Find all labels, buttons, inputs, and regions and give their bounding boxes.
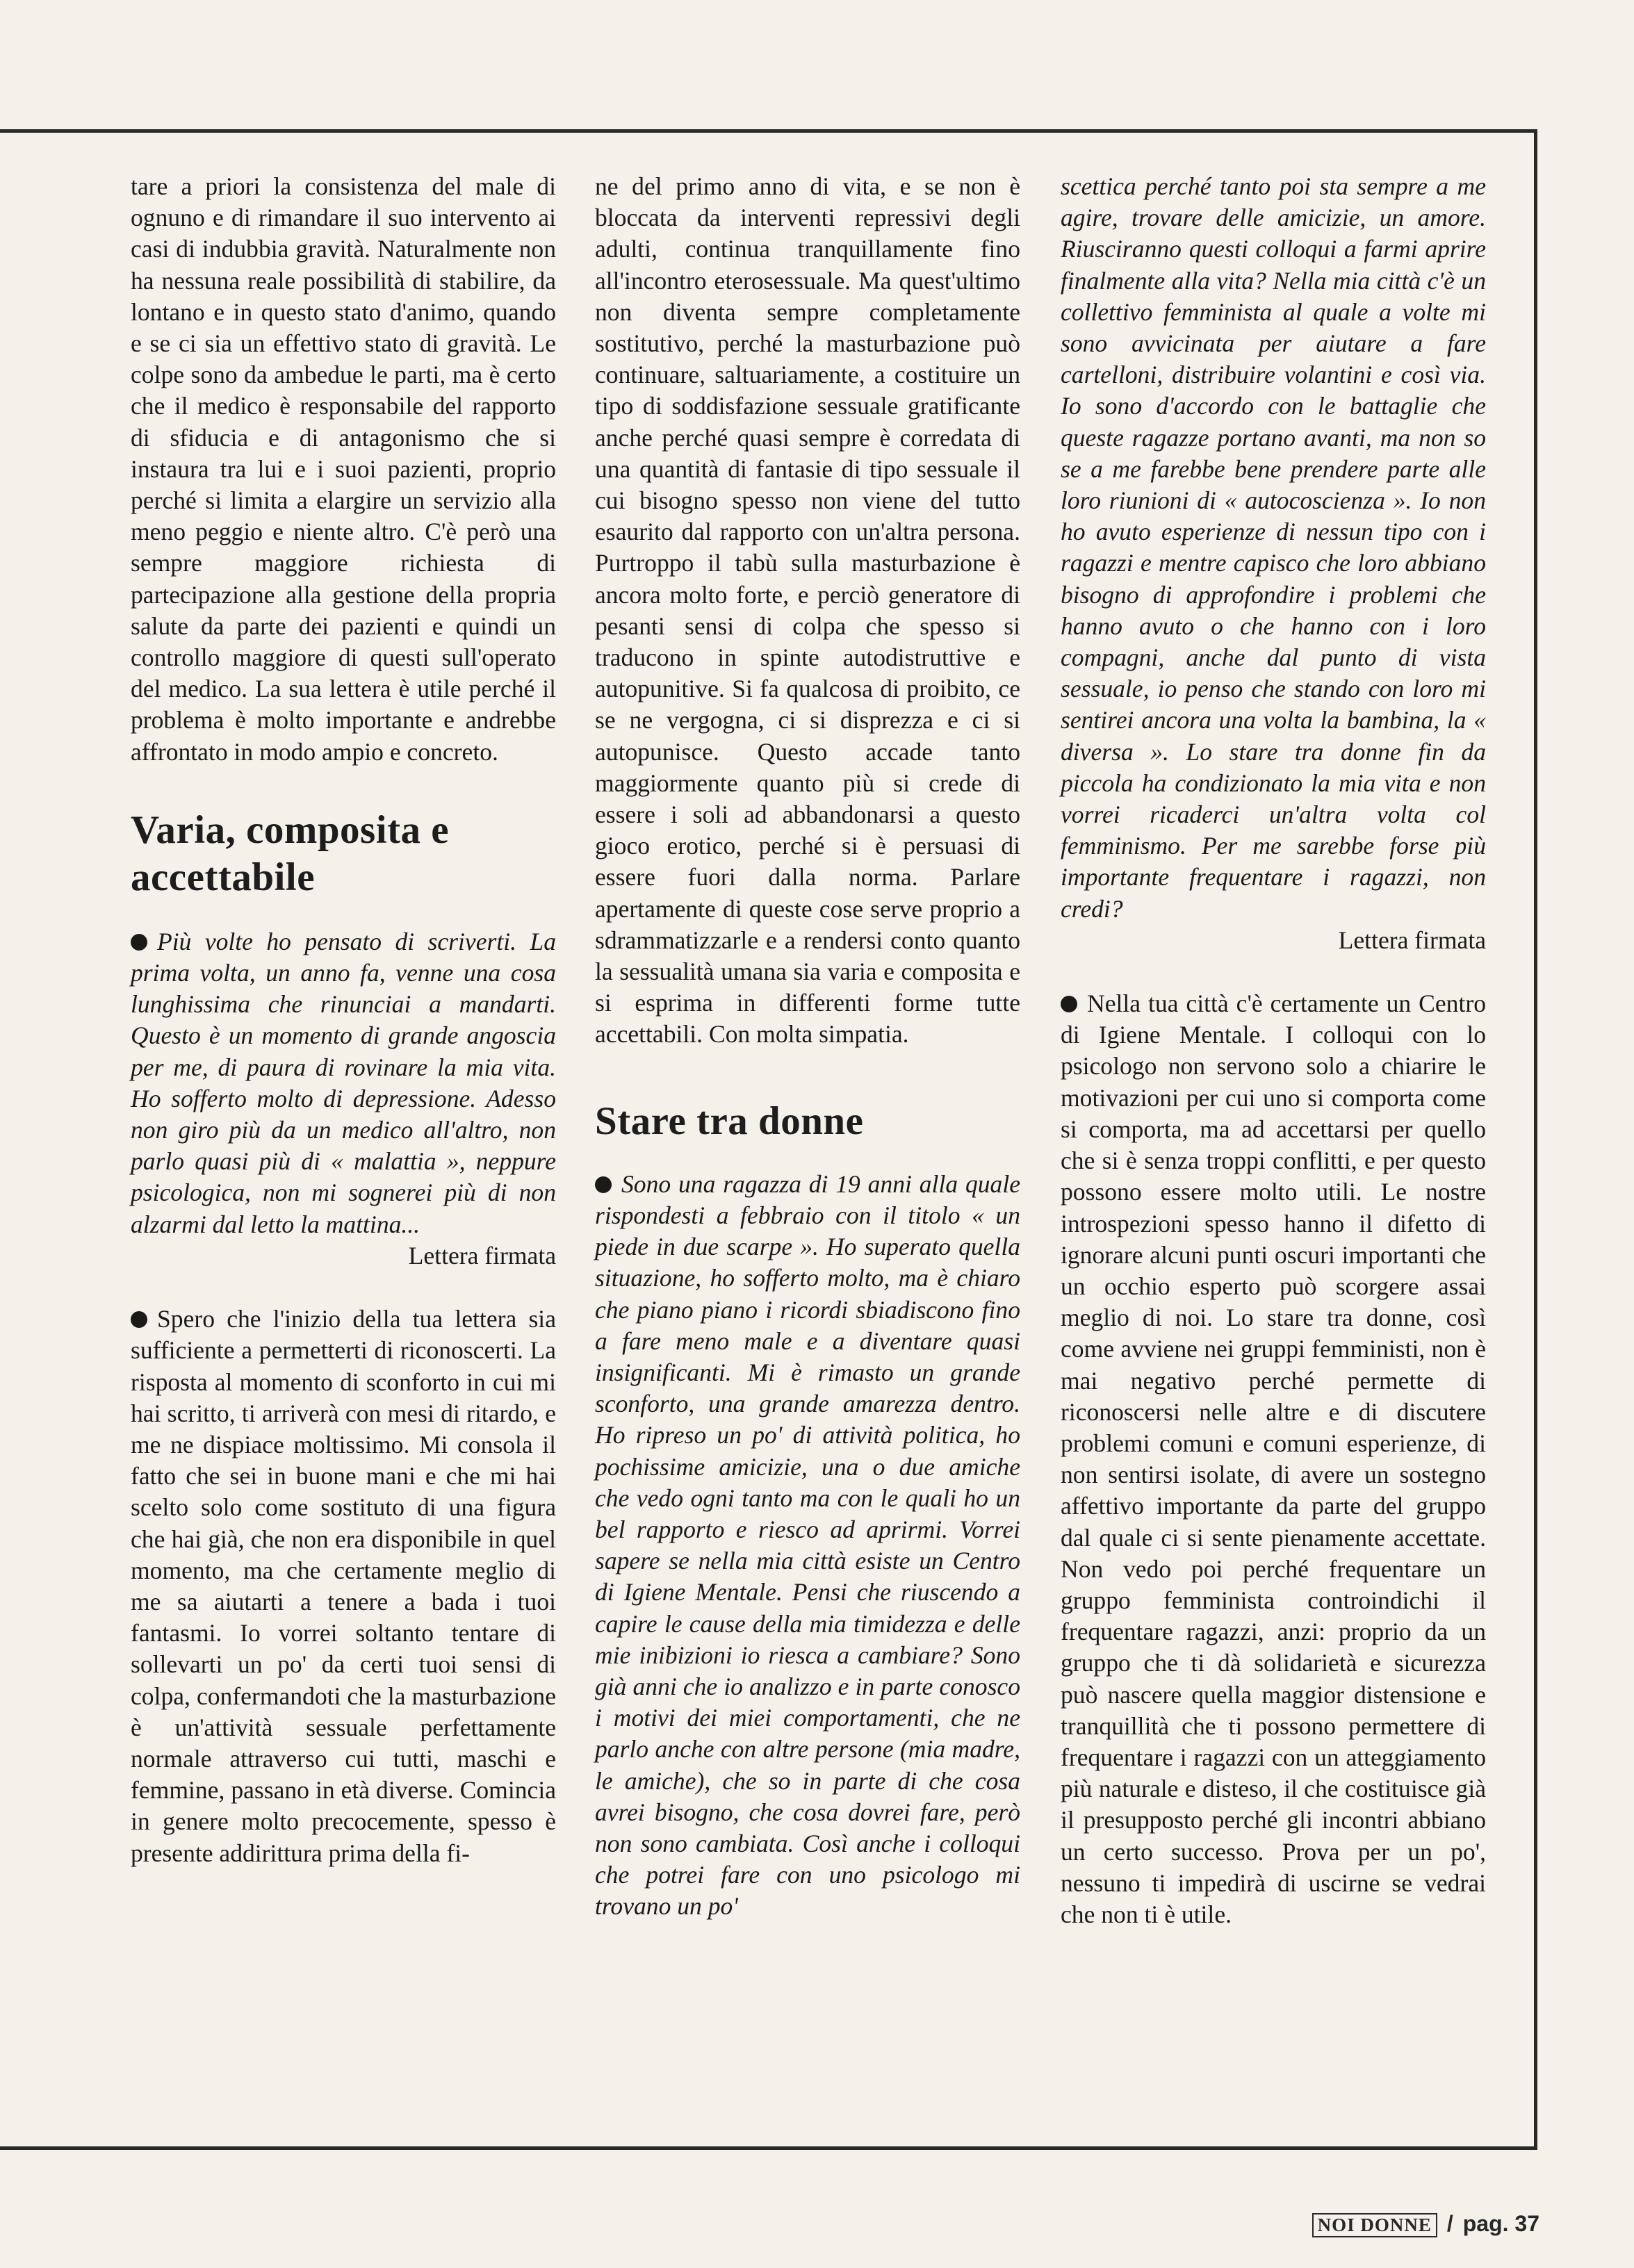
bullet-icon xyxy=(131,934,147,951)
magazine-logo: NOI DONNE xyxy=(1312,2213,1437,2237)
reader-letter: Più volte ho pensato di scriverti. La prima volta, un anno fa, venne una cosa lunghissima che rinunciai a mandarti. Questo è un momento di grande angoscia per me, di paura di rovinare la mia vita. Ho sofferto molto di depressione. Adesso non giro più da un medico all'altro, non parlo quasi più di « malattia », neppure psicologica, non mi sognerei più di non alzarmi dal letto la mattina... xyxy=(131,927,556,1238)
article-paragraph: tare a priori la consistenza del male di ognuno e di rimandare il suo intervento ai casi di indubbia gravità. Naturalmente non ha nessuna reale possibilità di stabilire, da lontano e in questo stato d'animo, quando e se ci sia un effettivo stato di gravità. Le colpe sono da ambedue le parti, ma è certo che il medico è responsabile del rapporto di sfiducia e di antagonismo che si instaura tra lui e i suoi pazienti, proprio perché si limita a elargire un servizio alla meno peggio e niente altro. C'è però una sempre maggiore richiesta di partecipazione alla gestione della propria salute da parte dei pazienti e quindi un controllo maggiore di questi sull'operato del medico. La sua lettera è utile perché il problema è molto importante e andrebbe affrontato in modo ampio e concreto. xyxy=(131,172,556,766)
bullet-icon xyxy=(595,1176,612,1193)
bullet-icon xyxy=(1061,996,1077,1012)
bullet-icon xyxy=(131,1311,147,1328)
column-1 xyxy=(131,171,556,1869)
letter-signature: Lettera firmata xyxy=(1338,926,1486,954)
editor-reply: Nella tua città c'è certamente un Centro di Igiene Mentale. I colloqui con lo psicologo non servono solo a chiarire le motivazioni per cui uno si comporta come si comporta, ma ad accettarsi per quello che si è senza troppi conflitti, e per questo possono essere molto utili. Le nostre introspezioni spesso hanno il difetto di ignorare alcuni punti oscuri importanti che un occhio esperto può scorgere assai meglio di noi. Lo stare tra donne, così come avviene nei gruppi femministi, non è mai negativo perché permette di riconoscersi nelle altre e di discutere problemi comuni e comuni esperienze, di non sentirsi isolate, di avere un sostegno affettivo importante da parte del gruppo dal quale ci si sente pienamente accettate. Non vedo poi perché frequentare un gruppo femminista controindichi il frequentare ragazzi, anzi: proprio da un gruppo che ti dà solidarietà e sicurezza può nascere quella maggior distensione e tranquillità che ti possono permettere di frequentare i ragazzi con un atteggiamento più naturale e disteso, il che costituisce già il presupposto perché gli incontri abbiano un certo successo. Prova per un po', nessuno ti impedirà di uscirne se vedrai che non ti è utile. xyxy=(1061,989,1486,1928)
reader-letter: scettica perché tanto poi sta sempre a me agire, trovare delle amicizie, un amore. Riusciranno questi colloqui a farmi aprire finalmente alla vita? Nella mia città c'è un collettivo femminista al quale a volte mi sono avvicinata per aiutare a fare cartelloni, distribuire volantini e così via. Io sono d'accordo con le battaglie che queste ragazze portano avanti, ma non so se a me farebbe bene prendere parte alle loro riunioni di « autocoscienza ». Io non ho avuto esperienze di nessun tipo con i ragazzi e mentre capisco che loro abbiano bisogno di approfondire i problemi che hanno avuto o che hanno con i loro compagni, anche dal punto di vista sessuale, io penso che stando con loro mi sentirei ancora una volta la bambina, la « diversa ». Lo stare tra donne fin da piccola ha condizionato la mia vita e non vorrei ricaderci un'altra volta col femminismo. Per me sarebbe forse più importante frequentare i ragazzi, non credi? xyxy=(1061,172,1486,923)
section-heading: Stare tra donne xyxy=(595,1099,864,1143)
section-heading: Varia, composita e accettabile xyxy=(131,807,450,899)
page-footer xyxy=(1312,2211,1539,2237)
editor-reply: Spero che l'inizio della tua lettera sia sufficiente a permetterti di riconoscerti. La risposta al momento di sconforto in cui mi hai scritto, ti arriverà con mesi di ritardo, e me ne dispiace moltissimo. Mi consola il fatto che sei in buone mani e che mi hai scelto solo come sostituto di una figura che hai già, che non era disponibile in quel momento, ma che certamente meglio di me sa aiutarti a tenere a bada i tuoi fantasmi. Io vorrei soltanto tentare di sollevarti un po' da certi tuoi sensi di colpa, confermandoti che la masturbazione è un'attività sessuale perfettamente normale attraverso cui tutti, maschi e femmine, passano in età diverse. Comincia in genere molto precocemente, spesso è presente addirittura prima della fi- xyxy=(131,1305,556,1867)
footer-separator: / xyxy=(1446,2211,1453,2236)
column-2 xyxy=(595,171,1020,1923)
letter-signature: Lettera firmata xyxy=(408,1241,556,1269)
column-3 xyxy=(1061,171,1486,1930)
article-paragraph: ne del primo anno di vita, e se non è bloccata da interventi repressivi degli adulti, continua tranquillamente fino all'incontro eterosessuale. Ma quest'ultimo non diventa sempre completamente sostitutivo, perché la masturbazione può continuare, saltuariamente, a costituire un tipo di soddisfazione sessuale gratificante anche perché quasi sempre è corredata di una quantità di fantasie di tipo sessuale il cui bisogno spesso non viene del tutto esaurito dal rapporto con un'altra persona. Purtroppo il tabù sulla masturbazione è ancora molto forte, e perciò generatore di pesanti sensi di colpa che spesso si traducono in spinte autodistruttive e autopunitive. Si fa qualcosa di proibito, ce se ne vergogna, ci si disprezza e ci si autopunisce. Questo accade tanto maggiormente quanto più si crede di essere i soli ad abbandonarsi a questo gioco erotico, perché si è persuasi di essere fuori dalla norma. Parlare apertamente di queste cose serve proprio a sdrammatizzarle e a rendersi conto quanto la sessualità umana sia varia e composita e si esprima in differenti forme tutte accettabili. Con molta simpatia. xyxy=(595,172,1020,1049)
reader-letter: Sono una ragazza di 19 anni alla quale rispondesti a febbraio con il titolo « un piede in due scarpe ». Ho superato quella situazione, ho sofferto molto, ma è chiaro che piano piano i ricordi sbiadiscono fino a fare meno male e a diventare quasi insignificanti. Mi è rimasto un grande sconforto, una grande amarezza dentro. Ho ripreso un po' di attività politica, ho pochissime amicizie, una o due amiche che vedo ogni tanto ma con le quali ho un bel rapporto e riesco ad aprirmi. Vorrei sapere se nella mia città esiste un Centro di Igiene Mentale. Pensi che riuscendo a capire le cause della mia timidezza e delle mie inibizioni io riesca a cambiare? Sono già anni che io analizzo e in parte conosco i motivi dei miei comportamenti, che ne parlo anche con altre persone (mia madre, le amiche), che so in parte di che cosa avrei bisogno, che cosa dovrei fare, però non sono cambiata. Così anche i colloqui che potrei fare con uno psicologo mi trovano un po' xyxy=(595,1169,1020,1921)
page-number: pag. 37 xyxy=(1462,2211,1539,2236)
